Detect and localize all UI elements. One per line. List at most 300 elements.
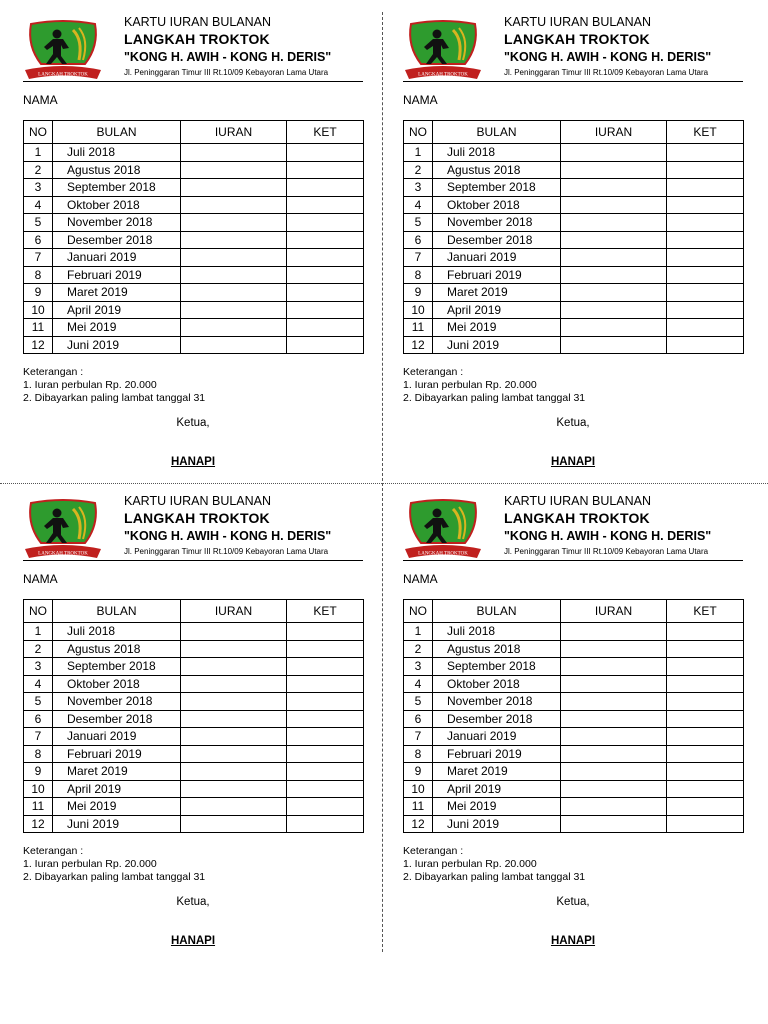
cell-iuran (561, 196, 667, 214)
keterangan-line-1: 1. Iuran perbulan Rp. 20.000 (23, 379, 157, 391)
cell-no: 4 (24, 196, 53, 214)
header-divider (23, 81, 363, 82)
cell-ket (667, 144, 744, 162)
cell-no: 11 (404, 319, 433, 337)
cell-iuran (561, 640, 667, 658)
cell-bulan: Januari 2019 (433, 249, 561, 267)
cell-bulan: Desember 2018 (53, 231, 181, 249)
cell-no: 12 (24, 815, 53, 833)
cell-bulan: Maret 2019 (53, 763, 181, 781)
table-row (24, 623, 364, 641)
cell-no: 2 (24, 640, 53, 658)
club-logo (403, 495, 483, 561)
dues-table (23, 120, 364, 354)
table-row (404, 815, 744, 833)
cell-no: 3 (24, 658, 53, 676)
cell-ket (287, 763, 364, 781)
dues-card (23, 12, 368, 482)
cell-ket (667, 798, 744, 816)
table-body (24, 144, 364, 354)
cell-iuran (181, 675, 287, 693)
svg-text:LANGKAH TROKTOK: LANGKAH TROKTOK (38, 72, 88, 78)
table-row (24, 301, 364, 319)
ketua-label: Ketua, (176, 417, 210, 429)
col-header-ket: KET (667, 600, 744, 623)
cell-bulan: Mei 2019 (53, 798, 181, 816)
cell-no: 3 (404, 658, 433, 676)
cell-bulan: Mei 2019 (433, 798, 561, 816)
col-header-bulan: BULAN (433, 600, 561, 623)
table-row (404, 214, 744, 232)
keterangan-line-2: 2. Dibayarkan paling lambat tanggal 31 (23, 392, 206, 404)
table-row (404, 161, 744, 179)
cell-bulan: September 2018 (433, 179, 561, 197)
keterangan-title: Keterangan : (23, 845, 84, 857)
keterangan-line-1: 1. Iuran perbulan Rp. 20.000 (23, 858, 157, 870)
table-row (24, 745, 364, 763)
cell-ket (667, 640, 744, 658)
cell-bulan: Januari 2019 (53, 249, 181, 267)
cell-ket (667, 249, 744, 267)
cell-no: 8 (24, 745, 53, 763)
table-header-row (404, 600, 744, 623)
cell-ket (287, 161, 364, 179)
cell-no: 6 (24, 710, 53, 728)
cell-ket (287, 640, 364, 658)
table-row (24, 249, 364, 267)
dues-table (23, 599, 364, 833)
cell-bulan: Maret 2019 (433, 284, 561, 302)
table-body (404, 144, 744, 354)
table-header-row (24, 121, 364, 144)
table-row (24, 693, 364, 711)
table-row (24, 815, 364, 833)
cell-ket (287, 179, 364, 197)
cell-iuran (561, 144, 667, 162)
cell-iuran (561, 728, 667, 746)
cell-bulan: Juni 2019 (433, 815, 561, 833)
table-row (24, 728, 364, 746)
table-row (404, 319, 744, 337)
cell-no: 6 (404, 231, 433, 249)
cell-no: 11 (404, 798, 433, 816)
cell-iuran (181, 710, 287, 728)
cell-no: 12 (24, 336, 53, 354)
card-quote: "KONG H. AWIH - KONG H. DERIS" (124, 50, 332, 64)
table-row (24, 780, 364, 798)
table-row (404, 301, 744, 319)
cell-ket (667, 301, 744, 319)
cell-no: 10 (24, 301, 53, 319)
cell-iuran (181, 815, 287, 833)
table-header-row (24, 600, 364, 623)
cell-bulan: Desember 2018 (433, 710, 561, 728)
cell-no: 7 (24, 728, 53, 746)
cell-ket (287, 144, 364, 162)
card-title: LANGKAH TROKTOK (504, 510, 650, 526)
cell-iuran (181, 745, 287, 763)
svg-text:LANGKAH TROKTOK: LANGKAH TROKTOK (418, 551, 468, 557)
cell-no: 12 (404, 336, 433, 354)
cell-ket (667, 815, 744, 833)
cell-bulan: Desember 2018 (433, 231, 561, 249)
ketua-label: Ketua, (556, 417, 590, 429)
col-header-iuran: IURAN (181, 121, 287, 144)
card-title: LANGKAH TROKTOK (504, 31, 650, 47)
cell-bulan: Juni 2019 (433, 336, 561, 354)
dues-table (403, 599, 744, 833)
card-subtitle: KARTU IURAN BULANAN (124, 494, 272, 508)
card-quote: "KONG H. AWIH - KONG H. DERIS" (504, 529, 712, 543)
cell-ket (287, 658, 364, 676)
table-row (404, 710, 744, 728)
keterangan-title: Keterangan : (23, 366, 84, 378)
col-header-ket: KET (287, 600, 364, 623)
cell-ket (287, 728, 364, 746)
cell-ket (667, 319, 744, 337)
table-row (24, 284, 364, 302)
cell-iuran (181, 623, 287, 641)
table-row (24, 336, 364, 354)
dues-card (23, 491, 368, 961)
cell-bulan: Oktober 2018 (53, 196, 181, 214)
card-subtitle: KARTU IURAN BULANAN (124, 15, 272, 29)
cell-iuran (561, 301, 667, 319)
cell-ket (667, 214, 744, 232)
keterangan-line-1: 1. Iuran perbulan Rp. 20.000 (403, 858, 537, 870)
table-row (24, 266, 364, 284)
card-address: Jl. Peninggaran Timur III Rt.10/09 Kebayoran Lama Utara (504, 547, 709, 556)
cell-no: 9 (24, 763, 53, 781)
cell-ket (287, 319, 364, 337)
col-header-ket: KET (287, 121, 364, 144)
cell-ket (667, 266, 744, 284)
cell-no: 2 (24, 161, 53, 179)
cell-bulan: November 2018 (53, 693, 181, 711)
cell-bulan: September 2018 (433, 658, 561, 676)
header-divider (403, 81, 743, 82)
cell-iuran (561, 284, 667, 302)
cell-bulan: Juni 2019 (53, 336, 181, 354)
table-row (404, 745, 744, 763)
table-row (24, 319, 364, 337)
table-row (404, 336, 744, 354)
table-row (24, 179, 364, 197)
cell-bulan: Mei 2019 (53, 319, 181, 337)
cell-no: 10 (24, 780, 53, 798)
cell-bulan: Agustus 2018 (53, 161, 181, 179)
club-logo (403, 16, 483, 82)
nama-label: NAMA (403, 572, 438, 586)
cell-iuran (181, 266, 287, 284)
cell-no: 2 (404, 640, 433, 658)
col-header-ket: KET (667, 121, 744, 144)
cell-no: 1 (404, 623, 433, 641)
cell-iuran (181, 301, 287, 319)
cell-ket (287, 710, 364, 728)
cell-no: 7 (404, 249, 433, 267)
card-address: Jl. Peninggaran Timur III Rt.10/09 Kebayoran Lama Utara (124, 547, 329, 556)
col-header-no: NO (24, 121, 53, 144)
cell-iuran (561, 780, 667, 798)
cell-ket (287, 266, 364, 284)
cell-no: 2 (404, 161, 433, 179)
cell-no: 8 (404, 266, 433, 284)
col-header-no: NO (24, 600, 53, 623)
cell-no: 7 (404, 728, 433, 746)
cell-no: 11 (24, 319, 53, 337)
cell-bulan: April 2019 (53, 780, 181, 798)
cell-no: 1 (24, 144, 53, 162)
cell-bulan: Oktober 2018 (53, 675, 181, 693)
cell-bulan: November 2018 (433, 214, 561, 232)
cell-ket (667, 675, 744, 693)
cell-ket (287, 623, 364, 641)
club-logo (23, 495, 103, 561)
cell-iuran (561, 815, 667, 833)
cell-ket (287, 815, 364, 833)
cell-bulan: Juli 2018 (433, 623, 561, 641)
table-row (404, 196, 744, 214)
table-row (24, 798, 364, 816)
table-row (404, 675, 744, 693)
cell-bulan: Agustus 2018 (53, 640, 181, 658)
cell-bulan: Februari 2019 (53, 266, 181, 284)
horizontal-cut-line (0, 483, 768, 484)
dues-card (403, 12, 748, 482)
cell-ket (667, 196, 744, 214)
cell-ket (667, 161, 744, 179)
col-header-bulan: BULAN (53, 600, 181, 623)
cell-ket (667, 745, 744, 763)
cell-bulan: Februari 2019 (433, 266, 561, 284)
cell-bulan: Juli 2018 (433, 144, 561, 162)
cell-iuran (561, 658, 667, 676)
cell-no: 8 (404, 745, 433, 763)
cell-iuran (181, 319, 287, 337)
col-header-bulan: BULAN (433, 121, 561, 144)
table-row (404, 144, 744, 162)
table-row (24, 214, 364, 232)
table-body (404, 623, 744, 833)
ketua-label: Ketua, (176, 896, 210, 908)
cell-iuran (181, 284, 287, 302)
col-header-no: NO (404, 600, 433, 623)
cell-bulan: Februari 2019 (433, 745, 561, 763)
cell-iuran (561, 231, 667, 249)
cell-ket (287, 249, 364, 267)
keterangan-line-2: 2. Dibayarkan paling lambat tanggal 31 (403, 871, 586, 883)
cell-no: 9 (404, 284, 433, 302)
table-row (404, 640, 744, 658)
cell-no: 6 (24, 231, 53, 249)
cell-ket (287, 798, 364, 816)
cell-bulan: Mei 2019 (433, 319, 561, 337)
header-divider (403, 560, 743, 561)
cell-no: 6 (404, 710, 433, 728)
svg-text:LANGKAH TROKTOK: LANGKAH TROKTOK (38, 551, 88, 557)
cell-bulan: Maret 2019 (53, 284, 181, 302)
cell-bulan: April 2019 (433, 780, 561, 798)
cell-bulan: Juni 2019 (53, 815, 181, 833)
cell-ket (667, 780, 744, 798)
cell-no: 5 (24, 693, 53, 711)
signature-name: HANAPI (550, 456, 596, 468)
cell-iuran (181, 336, 287, 354)
cell-bulan: Agustus 2018 (433, 161, 561, 179)
table-row (404, 249, 744, 267)
cell-iuran (181, 161, 287, 179)
cell-bulan: April 2019 (433, 301, 561, 319)
cell-iuran (181, 231, 287, 249)
cell-bulan: September 2018 (53, 179, 181, 197)
cell-iuran (561, 693, 667, 711)
table-header-row (404, 121, 744, 144)
cell-iuran (561, 798, 667, 816)
nama-label: NAMA (23, 572, 58, 586)
cell-iuran (561, 266, 667, 284)
cell-ket (287, 214, 364, 232)
cell-iuran (561, 161, 667, 179)
cell-bulan: November 2018 (433, 693, 561, 711)
cell-iuran (561, 249, 667, 267)
col-header-iuran: IURAN (561, 600, 667, 623)
table-row (24, 161, 364, 179)
col-header-iuran: IURAN (181, 600, 287, 623)
cell-bulan: Juli 2018 (53, 144, 181, 162)
cell-iuran (181, 179, 287, 197)
cell-no: 12 (404, 815, 433, 833)
table-row (404, 623, 744, 641)
cell-no: 4 (24, 675, 53, 693)
table-row (24, 640, 364, 658)
table-row (24, 196, 364, 214)
table-row (404, 658, 744, 676)
cell-bulan: Oktober 2018 (433, 675, 561, 693)
nama-label: NAMA (23, 93, 58, 107)
cell-no: 5 (24, 214, 53, 232)
cell-iuran (561, 319, 667, 337)
cell-ket (287, 675, 364, 693)
cell-bulan: Desember 2018 (53, 710, 181, 728)
table-row (24, 675, 364, 693)
dues-card (403, 491, 748, 961)
card-subtitle: KARTU IURAN BULANAN (504, 494, 652, 508)
cell-bulan: Oktober 2018 (433, 196, 561, 214)
cell-iuran (181, 763, 287, 781)
table-body (24, 623, 364, 833)
cell-ket (287, 693, 364, 711)
cell-iuran (181, 214, 287, 232)
cell-iuran (181, 658, 287, 676)
cell-ket (287, 196, 364, 214)
card-subtitle: KARTU IURAN BULANAN (504, 15, 652, 29)
cell-no: 1 (24, 623, 53, 641)
cell-no: 3 (404, 179, 433, 197)
cell-ket (667, 658, 744, 676)
cell-iuran (561, 179, 667, 197)
table-row (24, 710, 364, 728)
cell-ket (667, 693, 744, 711)
cell-ket (287, 780, 364, 798)
signature-name: HANAPI (550, 935, 596, 947)
table-row (24, 658, 364, 676)
cell-bulan: Agustus 2018 (433, 640, 561, 658)
cell-ket (667, 231, 744, 249)
table-row (404, 179, 744, 197)
cell-bulan: September 2018 (53, 658, 181, 676)
cell-ket (287, 336, 364, 354)
cell-ket (287, 745, 364, 763)
card-quote: "KONG H. AWIH - KONG H. DERIS" (504, 50, 712, 64)
cell-ket (667, 179, 744, 197)
club-logo (23, 16, 103, 82)
table-row (24, 231, 364, 249)
cell-no: 5 (404, 693, 433, 711)
table-row (24, 763, 364, 781)
cell-ket (667, 336, 744, 354)
table-row (404, 231, 744, 249)
vertical-cut-line (382, 12, 383, 952)
cell-iuran (181, 728, 287, 746)
cell-no: 5 (404, 214, 433, 232)
cell-no: 4 (404, 196, 433, 214)
cell-no: 1 (404, 144, 433, 162)
table-row (404, 780, 744, 798)
cell-ket (287, 231, 364, 249)
cell-bulan: Juli 2018 (53, 623, 181, 641)
cell-iuran (181, 249, 287, 267)
nama-label: NAMA (403, 93, 438, 107)
cell-ket (667, 728, 744, 746)
cell-no: 11 (24, 798, 53, 816)
svg-text:LANGKAH TROKTOK: LANGKAH TROKTOK (418, 72, 468, 78)
cell-iuran (561, 214, 667, 232)
cell-no: 8 (24, 266, 53, 284)
cell-no: 9 (24, 284, 53, 302)
cell-iuran (181, 144, 287, 162)
col-header-iuran: IURAN (561, 121, 667, 144)
table-row (404, 763, 744, 781)
cell-iuran (181, 640, 287, 658)
signature-name: HANAPI (170, 456, 216, 468)
card-title: LANGKAH TROKTOK (124, 31, 270, 47)
table-row (404, 728, 744, 746)
card-address: Jl. Peninggaran Timur III Rt.10/09 Kebayoran Lama Utara (124, 68, 329, 77)
table-row (24, 144, 364, 162)
card-quote: "KONG H. AWIH - KONG H. DERIS" (124, 529, 332, 543)
dues-table (403, 120, 744, 354)
card-title: LANGKAH TROKTOK (124, 510, 270, 526)
cell-iuran (181, 780, 287, 798)
keterangan-line-2: 2. Dibayarkan paling lambat tanggal 31 (23, 871, 206, 883)
cell-ket (667, 763, 744, 781)
signature-name: HANAPI (170, 935, 216, 947)
table-row (404, 266, 744, 284)
cell-bulan: Januari 2019 (433, 728, 561, 746)
cell-no: 9 (404, 763, 433, 781)
cell-ket (667, 284, 744, 302)
cell-no: 10 (404, 780, 433, 798)
cell-bulan: November 2018 (53, 214, 181, 232)
cell-bulan: Januari 2019 (53, 728, 181, 746)
cell-bulan: Maret 2019 (433, 763, 561, 781)
table-row (404, 284, 744, 302)
table-row (404, 693, 744, 711)
cell-bulan: April 2019 (53, 301, 181, 319)
cell-iuran (561, 623, 667, 641)
cell-ket (287, 301, 364, 319)
